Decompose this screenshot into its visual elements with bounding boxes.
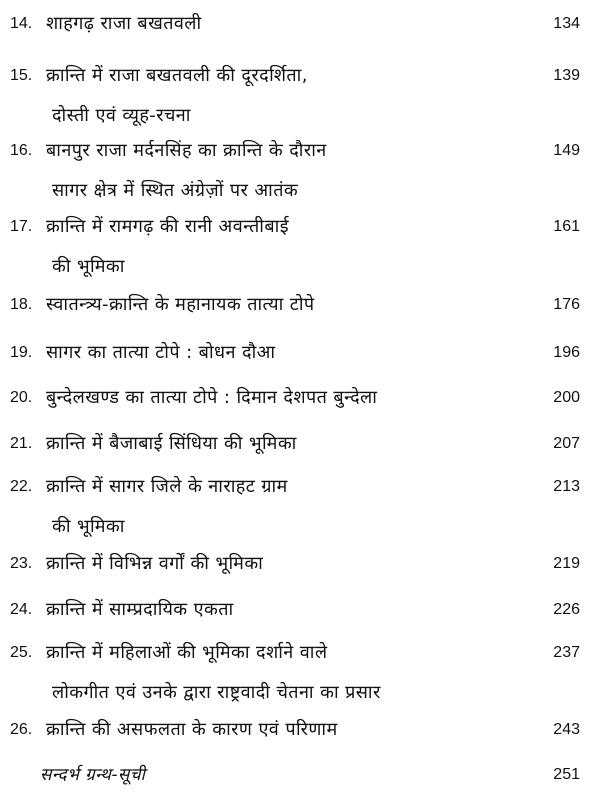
entry-title-line: क्रान्ति में सागर जिले के नाराहट ग्राम: [46, 476, 288, 497]
entry-title-line: क्रान्ति में बैजाबाई सिंधिया की भूमिका: [46, 433, 297, 454]
entry-title-line: शाहगढ़ राजा बखतवली: [46, 13, 202, 34]
entry-number: 15.: [10, 67, 33, 84]
entry-title-line: क्रान्ति की असफलता के कारण एवं परिणाम: [46, 719, 338, 740]
entry-title: [46, 633, 526, 713]
entry-title-line: स्वातन्त्र्य-क्रान्ति के महानायक तात्या टोपे: [46, 294, 315, 315]
entry-number: 18.: [10, 296, 33, 313]
entry-title: [46, 467, 526, 547]
entry-title-line: क्रान्ति में विभिन्न वर्गों की भूमिका: [46, 553, 264, 574]
entry-number: 23.: [10, 555, 33, 572]
entry-number: 25.: [10, 644, 33, 661]
entry-page-number: 237: [553, 644, 580, 661]
entry-page-number: 176: [553, 296, 580, 313]
entry-title-line: बानपुर राजा मर्दनसिंह का क्रान्ति के दौरान: [46, 140, 327, 161]
entry-page-number: 196: [553, 344, 580, 361]
entry-title-line: बुन्देलखण्ड का तात्या टोपे : दिमान देशपत बुन्देला: [46, 387, 378, 408]
entry-number: 16.: [10, 142, 33, 159]
entry-title-line: दोस्ती एवं व्यूह-रचना: [52, 105, 191, 126]
entry-title-line: सन्दर्भ ग्रन्थ-सूची: [40, 765, 146, 785]
entry-title-line: क्रान्ति में महिलाओं की भूमिका दर्शाने वाले: [46, 642, 328, 663]
entry-title: [46, 378, 526, 418]
entry-page-number: 207: [553, 435, 580, 452]
entry-title: [46, 56, 526, 136]
entry-title: [46, 4, 526, 44]
entry-title-line: सागर क्षेत्र में स्थित अंग्रेज़ों पर आतंक: [52, 180, 299, 201]
entry-page-number: 200: [553, 389, 580, 406]
entry-page-number: 149: [553, 142, 580, 159]
entry-title: [46, 590, 526, 630]
entry-title: [46, 285, 526, 325]
entry-title: [46, 333, 526, 373]
entry-title-line: क्रान्ति में साम्प्रदायिक एकता: [46, 599, 234, 620]
entry-number: 24.: [10, 601, 33, 618]
entry-title-line: क्रान्ति में रामगढ़ की रानी अवन्तीबाई: [46, 216, 289, 237]
entry-page-number: 219: [553, 555, 580, 572]
entry-number: 26.: [10, 721, 33, 738]
entry-title-line: लोकगीत एवं उनके द्वारा राष्ट्रवादी चेतना का प्रसार: [52, 682, 381, 703]
entry-title: [46, 207, 526, 287]
entry-title: [46, 424, 526, 464]
entry-page-number: 139: [553, 67, 580, 84]
bibliography-title: [40, 755, 520, 795]
entry-page-number: 226: [553, 601, 580, 618]
entry-number: 22.: [10, 478, 33, 495]
entry-number: 21.: [10, 435, 33, 452]
entry-number: 20.: [10, 389, 33, 406]
entry-number: 19.: [10, 344, 33, 361]
entry-page-number: 161: [553, 218, 580, 235]
entry-page-number: 243: [553, 721, 580, 738]
entry-title-line: क्रान्ति में राजा बखतवली की दूरदर्शिता,: [46, 65, 308, 86]
entry-title-line: की भूमिका: [52, 516, 125, 537]
entry-number: 14.: [10, 15, 33, 32]
entry-title: [46, 131, 526, 211]
entry-title-line: की भूमिका: [52, 256, 125, 277]
entry-number: 17.: [10, 218, 33, 235]
entry-page-number: 251: [553, 766, 580, 783]
entry-title: [46, 544, 526, 584]
entry-page-number: 213: [553, 478, 580, 495]
entry-title-line: सागर का तात्या टोपे : बोधन दौआ: [46, 342, 276, 363]
entry-title: [46, 710, 526, 750]
entry-page-number: 134: [553, 15, 580, 32]
